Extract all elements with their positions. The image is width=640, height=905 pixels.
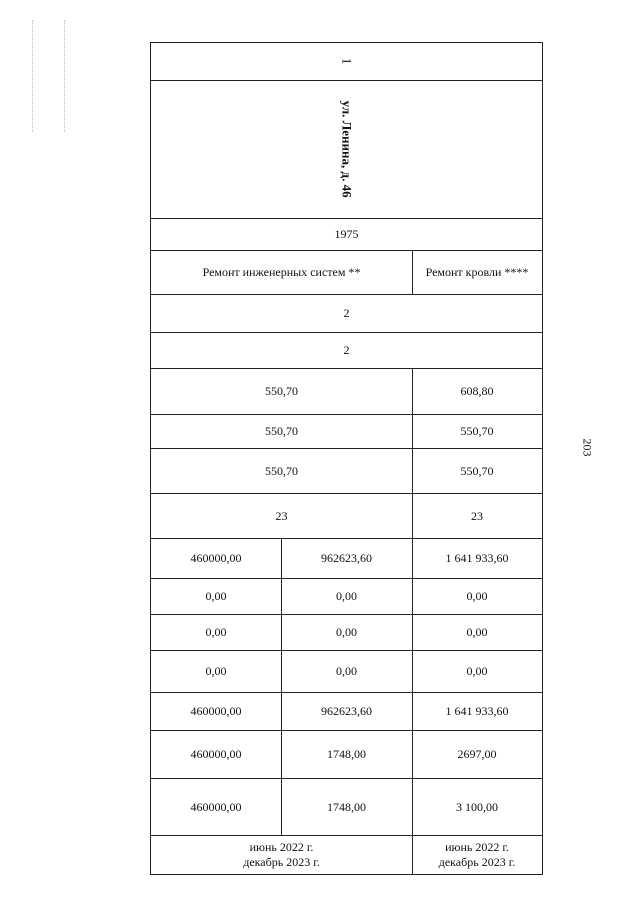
cell-col-b: 0,00 (281, 651, 413, 692)
period-start: июнь 2022 г. (249, 840, 314, 854)
cell-col-a: 0,00 (151, 579, 282, 614)
address: ул. Ленина, д. 46 (339, 101, 355, 198)
table-row (151, 449, 542, 494)
table-row (151, 539, 542, 579)
cell-col-b: 0,00 (281, 615, 413, 650)
cell-col-a: 460000,00 (151, 731, 282, 778)
table-row (151, 615, 542, 651)
row-value: 2 (343, 306, 350, 320)
table-row (151, 779, 542, 836)
page-number: 203 (580, 438, 595, 457)
scan-artifact (64, 20, 65, 132)
cell-col-c: 0,00 (466, 589, 488, 603)
cell-col-c: 1 641 933,60 (445, 704, 509, 718)
area-roof: 550,70 (460, 424, 494, 438)
period-start: июнь 2022 г. (445, 840, 509, 854)
document-table (150, 42, 543, 875)
area-engineering: 550,70 (151, 369, 413, 414)
cell-col-b: 1748,00 (281, 779, 413, 835)
work-type-engineering: Ремонт инженерных систем ** (151, 251, 413, 294)
build-year: 1975 (334, 227, 359, 241)
cell-col-a: 0,00 (151, 615, 282, 650)
table-row (151, 219, 542, 251)
cell-col-b: 1748,00 (281, 731, 413, 778)
period-roof (412, 836, 542, 874)
area-roof: 608,80 (460, 384, 494, 398)
table-row (151, 494, 542, 539)
cell-col-c: 2697,00 (457, 747, 497, 761)
cell-col-b: 962623,60 (281, 693, 413, 730)
cell-col-a: 0,00 (151, 651, 282, 692)
table-row (151, 251, 542, 295)
area-engineering: 550,70 (151, 415, 413, 448)
area-roof: 550,70 (460, 463, 494, 478)
count-engineering: 23 (151, 494, 413, 538)
table-row (151, 693, 542, 731)
period-end: декабрь 2023 г. (438, 855, 516, 869)
table-row (151, 369, 542, 415)
table-row (151, 731, 542, 779)
table-row (151, 415, 542, 449)
table-row (151, 836, 542, 874)
table-row (151, 43, 542, 81)
cell-col-a: 460000,00 (151, 539, 282, 578)
table-row (151, 333, 542, 369)
cell-col-b: 0,00 (281, 579, 413, 614)
period-engineering (151, 836, 413, 874)
cell-col-b: 962623,60 (281, 539, 413, 578)
cell-col-c: 1 641 933,60 (445, 551, 509, 565)
table-row (151, 651, 542, 693)
row-value: 2 (343, 343, 350, 357)
area-engineering: 550,70 (151, 449, 413, 493)
scan-artifact (32, 20, 33, 132)
period-end: декабрь 2023 г. (243, 855, 320, 869)
work-type-roof: Ремонт кровли **** (425, 265, 529, 279)
cell-col-c: 0,00 (466, 625, 488, 639)
cell-col-c: 3 100,00 (456, 799, 498, 814)
count-roof: 23 (471, 508, 483, 523)
cell-col-a: 460000,00 (151, 779, 282, 835)
table-row (151, 579, 542, 615)
cell-col-a: 460000,00 (151, 693, 282, 730)
table-row (151, 81, 542, 219)
cell-col-c: 0,00 (466, 664, 488, 678)
table-row (151, 295, 542, 333)
column-number: 1 (339, 58, 355, 65)
